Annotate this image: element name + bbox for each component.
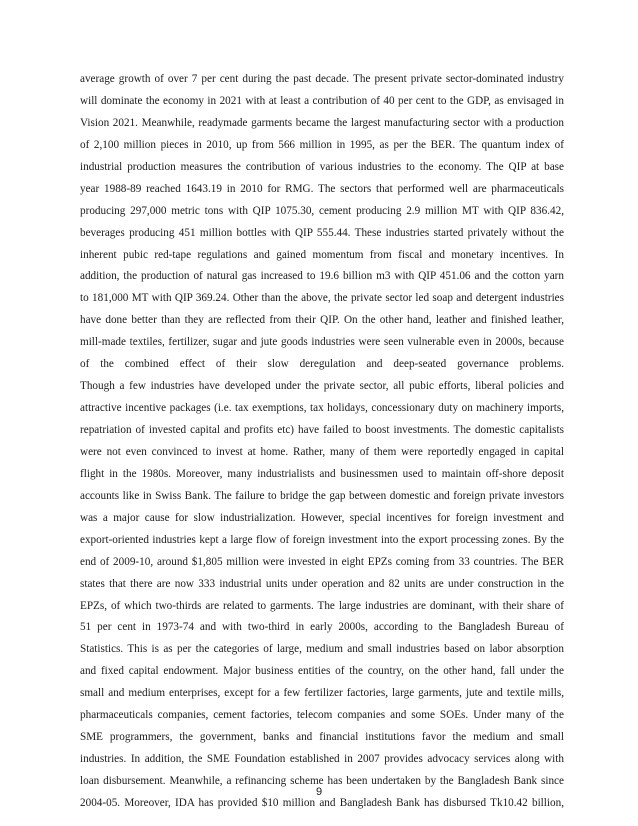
text-line: loan disbursement. Meanwhile, a refinancing scheme has been undertaken by the Bangladesh Bank since — [80, 775, 564, 787]
text-line: flight in the 1980s. Moreover, many industrialists and businessmen used to maintain off-shore deposit — [80, 467, 564, 480]
text-line: of 2,100 million pieces in 2010, up from 566 million in 1995, as per the BER. The quantum index of — [80, 138, 564, 151]
text-line: repatriation of invested capital and profits etc) have failed to boost investments. The domestic capitalists — [80, 424, 564, 436]
text-line: EPZs, of which two-thirds are related to garments. The large industries are dominant, with their share of — [80, 599, 564, 612]
text-line: have done better than they are reflected from their QIP. On the other hand, leather and finished leather, — [80, 314, 564, 327]
text-line: 51 per cent in 1973-74 and with two-third in early 2000s, according to the Bangladesh Bureau of — [80, 621, 564, 634]
text-line: Statistics. This is as per the categories of large, medium and small industries based on labor absorption — [80, 643, 564, 656]
text-line: average growth of over 7 per cent during the past decade. The present private sector-dominated industry — [80, 73, 564, 85]
text-line: beverages producing 451 million bottles with QIP 555.44. These industries started privately without the — [80, 226, 564, 239]
text-line: SME programmers, the government, banks and financial institutions favor the medium and small — [80, 731, 564, 744]
text-line: were not even convinced to invest at home. Rather, many of them were reportedly engaged in capital — [80, 445, 564, 458]
text-line: accounts like in Swiss Bank. The failure to bridge the gap between domestic and foreign private investors — [80, 489, 564, 502]
text-line: Vision 2021. Meanwhile, readymade garments became the largest manufacturing sector with a production — [80, 116, 564, 129]
text-line: 2004-05. Moreover, IDA has provided $10 million and Bangladesh Bank has disbursed Tk10.42 billion, — [80, 796, 564, 809]
text-line: states that there are now 333 industrial units under operation and 82 units are under construction in the — [80, 577, 564, 590]
text-line: of the combined effect of their slow deregulation and deep-seated governance problems. — [80, 358, 564, 371]
text-line: Though a few industries have developed under the private sector, all pubic efforts, liberal policies and — [80, 380, 564, 393]
text-line: was a major cause for slow industrialization. However, special incentives for foreign investment and — [80, 511, 564, 524]
body-paragraph — [80, 69, 564, 815]
text-line: addition, the production of natural gas increased to 19.6 billion m3 with QIP 451.06 and the cotton yarn — [80, 270, 564, 283]
text-line: pharmaceuticals companies, cement factories, telecom companies and some SOEs. Under many of the — [80, 709, 564, 722]
text-line: producing 297,000 metric tons with QIP 1075.30, cement producing 2.9 million MT with QIP 836.42, — [80, 204, 564, 217]
text-line: inherent pubic red-tape regulations and gained momentum from fiscal and monetary incentives. In — [80, 248, 564, 261]
text-line: mill-made textiles, fertilizer, sugar and jute goods industries were seen vulnerable even in 2000s, because — [80, 336, 564, 349]
text-line: export-oriented industries kept a large flow of foreign investment into the export processing zones. By the — [80, 533, 564, 546]
text-line: year 1988-89 reached 1643.19 in 2010 for RMG. The sectors that performed well are pharmaceuticals — [80, 182, 564, 195]
text-line: attractive incentive packages (i.e. tax exemptions, tax holidays, concessionary duty on machinery imports, — [80, 402, 564, 415]
text-line: will dominate the economy in 2021 with at least a contribution of 40 per cent to the GDP, as envisaged in — [80, 94, 564, 107]
text-line: small and medium enterprises, except for a few fertilizer factories, large garments, jute and textile mills, — [80, 687, 564, 700]
text-line: industrial production measures the contribution of various industries to the economy. The QIP at base — [80, 160, 564, 173]
text-line: industries. In addition, the SME Foundation established in 2007 provides advocacy services along with — [80, 753, 564, 766]
text-line: to 181,000 MT with QIP 369.24. Other than the above, the private sector led soap and detergent industries — [80, 292, 564, 305]
text-line: and fixed capital endowment. Major business entities of the country, on the other hand, fall under the — [80, 665, 564, 678]
page-number: 9 — [315, 786, 323, 798]
text-line: end of 2009-10, around $1,805 million were invested in eight EPZs coming from 33 countries. The BER — [80, 555, 564, 568]
